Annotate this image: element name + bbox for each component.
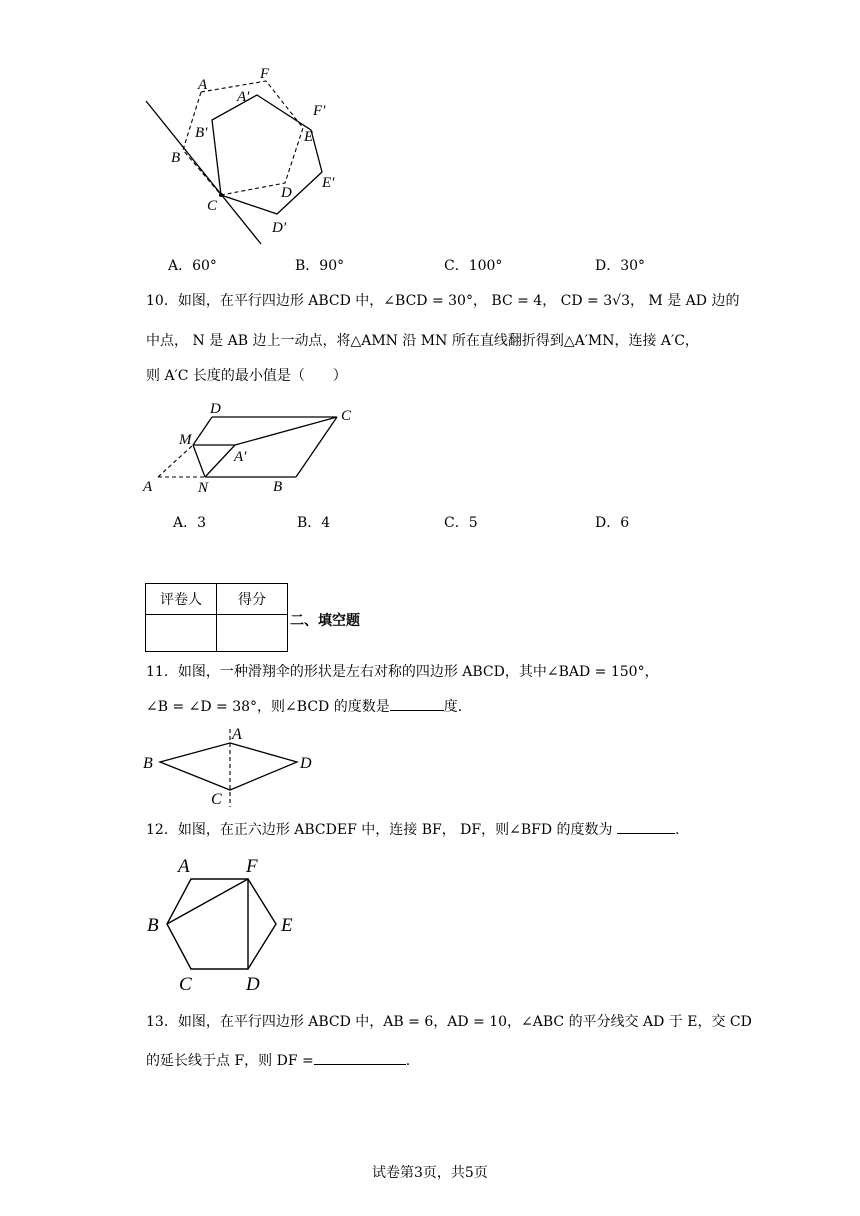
q12-label-F: F — [246, 856, 258, 877]
q11-kite — [160, 743, 297, 790]
q9-label-D-prime: D′ — [272, 220, 287, 236]
q9-label-C: C — [207, 198, 218, 214]
q9-label-A: A — [198, 77, 208, 93]
q12-hexagon — [167, 879, 276, 969]
q13-text-line2-post: . — [405, 1053, 411, 1069]
q13-text-line1: 13．如图，在平行四边形 ABCD 中，AB = 6，AD = 10，∠ABC 的平分线交 AD 于 E，交 CD — [146, 1014, 752, 1030]
q10-label-B: B — [273, 479, 283, 495]
q12-label-C: C — [179, 974, 192, 995]
grader-cell-reviewer[interactable] — [146, 615, 217, 652]
q12-label-D: D — [246, 974, 260, 995]
q12-figure — [138, 850, 308, 995]
q9-label-F-prime: F′ — [313, 103, 326, 119]
grader-header-reviewer: 评卷人 — [146, 584, 217, 615]
q9-option-a[interactable]: A．60° — [168, 258, 217, 274]
q9-label-B: B — [171, 150, 181, 166]
q9-label-E: E — [304, 129, 314, 145]
q10-label-D: D — [210, 401, 221, 417]
q9-option-d[interactable]: D．30° — [595, 258, 646, 274]
q10-label-M: M — [179, 432, 192, 448]
q9-option-b[interactable]: B．90° — [295, 258, 345, 274]
q11-text-line2-post: 度. — [443, 699, 463, 715]
q11-label-C: C — [211, 791, 222, 808]
q10-option-d[interactable]: D．6 — [595, 515, 630, 531]
q13-text-line2 — [146, 1050, 410, 1071]
q10-figure — [138, 398, 368, 498]
q11-text-line2-pre: ∠B = ∠D = 38°，则∠BCD 的度数是 — [146, 699, 390, 715]
q11-label-D: D — [300, 755, 312, 772]
page-footer: 试卷第3页，共5页 — [372, 1165, 488, 1181]
q10-option-a[interactable]: A．3 — [173, 515, 207, 531]
q11-text-line2 — [146, 696, 462, 717]
q9-label-A-prime: A′ — [237, 89, 250, 105]
q9-label-D: D — [281, 185, 292, 201]
q9-label-E-prime: E′ — [322, 175, 335, 191]
grader-cell-score[interactable] — [217, 615, 288, 652]
q12-text — [146, 819, 679, 840]
q10-text-line3: 则 A′C 长度的最小值是（ ） — [146, 368, 347, 384]
q12-answer-blank[interactable] — [617, 819, 675, 834]
q13-answer-blank[interactable] — [314, 1050, 406, 1065]
q10-option-c[interactable]: C．5 — [444, 515, 478, 531]
q9-label-F: F — [260, 66, 270, 82]
q10-option-b[interactable]: B．4 — [297, 515, 331, 531]
grader-table — [145, 583, 288, 652]
q12-label-A: A — [178, 856, 190, 877]
grader-header-score: 得分 — [217, 584, 288, 615]
q11-answer-blank[interactable] — [390, 696, 444, 711]
q12-label-B: B — [147, 915, 159, 936]
q9-figure — [138, 62, 348, 252]
q11-label-B: B — [143, 755, 153, 772]
q11-text-line1: 11．如图，一种滑翔伞的形状是左右对称的四边形 ABCD，其中∠BAD = 150°， — [146, 664, 659, 680]
q12-text-post: . — [674, 822, 680, 838]
q11-label-A: A — [232, 726, 242, 743]
q10-label-A-prime: A′ — [234, 449, 247, 465]
q10-text-line2: 中点， N 是 AB 边上一动点，将△AMN 沿 MN 所在直线翻折得到△A′MN，连接 A′C， — [146, 333, 699, 349]
q9-label-B-prime: B′ — [195, 125, 208, 141]
section-title: 二、填空题 — [290, 613, 360, 629]
q9-line — [146, 101, 261, 244]
q11-figure — [138, 722, 328, 810]
q13-text-line2-pre: 的延长线于点 F，则 DF = — [146, 1053, 314, 1069]
q10-label-N: N — [198, 480, 209, 496]
q10-label-A: A — [143, 479, 153, 495]
q9-solid-hexagon — [212, 95, 322, 214]
q9-option-c[interactable]: C．100° — [444, 258, 503, 274]
q10-text-line1: 10．如图，在平行四边形 ABCD 中，∠BCD = 30°， BC = 4， CD = 3√3， M 是 AD 边的 — [146, 293, 740, 309]
q10-label-C: C — [341, 408, 352, 424]
q12-label-E: E — [281, 915, 293, 936]
q12-text-pre: 12．如图，在正六边形 ABCDEF 中，连接 BF， DF，则∠BFD 的度数为 — [146, 822, 613, 838]
